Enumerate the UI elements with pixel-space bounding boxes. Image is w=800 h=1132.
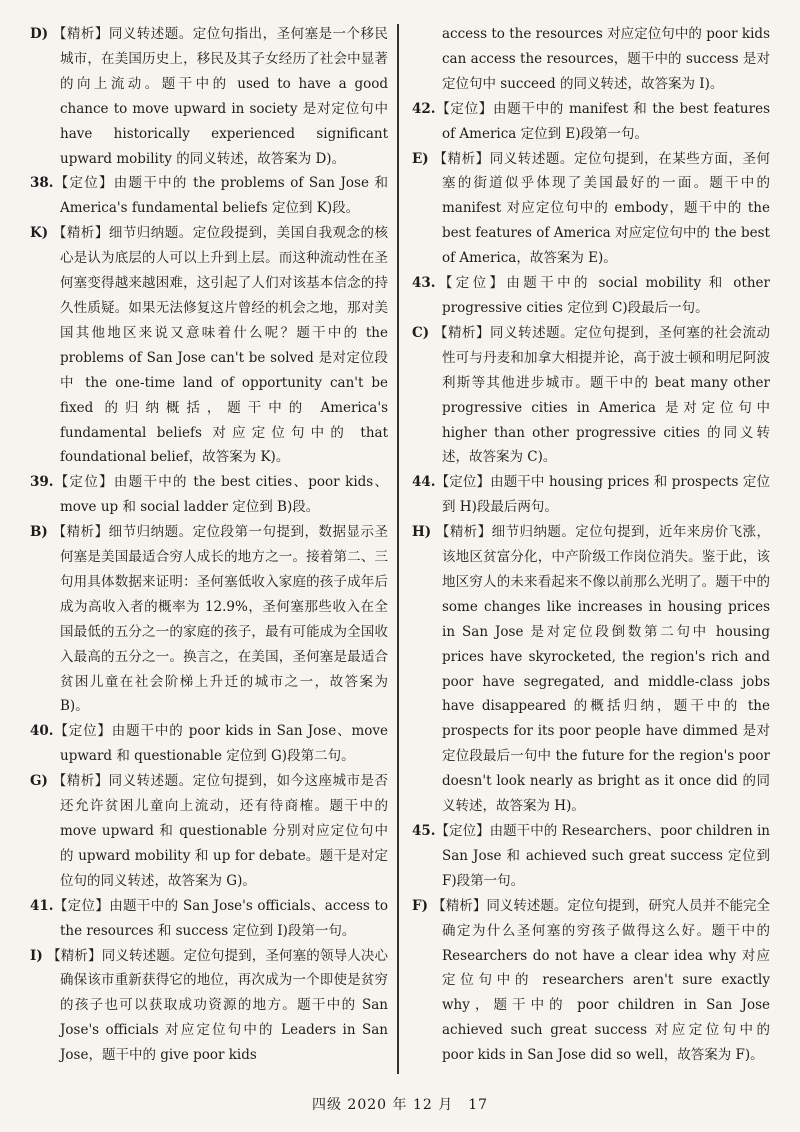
entry-text: 【定位】由题干中的 the problems of San Jose 和 America's fundamental beliefs 定位到 K)段。 (53, 175, 388, 217)
entry-label: 41. (30, 897, 54, 914)
answer-entry-c (412, 321, 770, 470)
entry-label: E) (412, 150, 429, 167)
entry-text: 【定位】由题干中的 San Jose's officials、access to the resources 和 success 定位到 I)段第一句。 (53, 897, 388, 939)
answer-entry-40 (30, 719, 388, 769)
answer-entry-45 (412, 819, 770, 894)
answer-entry-38 (30, 171, 388, 221)
answer-entry-44 (412, 470, 770, 520)
entry-label: 42. (412, 100, 436, 117)
entry-label: B) (30, 524, 48, 541)
answer-entry-41 (30, 894, 388, 944)
answer-entry-39 (30, 470, 388, 520)
left-column (30, 22, 388, 1068)
answer-entry-42 (412, 97, 770, 147)
entry-text: 【精析】同义转述题。定位句提到，在某些方面，圣何塞的街道似乎体现了美国最好的一面。题干中的 manifest 对应定位句中的 embody，题干中的 the best features of America 对应定位句中的 the best of America，故答案为 E)。 (433, 150, 771, 267)
entry-label: G) (30, 773, 48, 790)
entry-text: 【定位】由题干中的 social mobility 和 other progressive cities 定位到 C)段最后一句。 (435, 275, 770, 316)
right-column (412, 22, 770, 1068)
answer-entry-d (30, 22, 388, 171)
entry-text: 【精析】同义转述题。定位句提到，圣何塞的社会流动性可与丹麦和加拿大相提并论，高于波士顿和明尼阿波利斯等其他进步城市。题干中的 beat many other progressive cities in America 是对定位句中 higher than other progressive cities 的同义转述，故答案为 C)。 (433, 324, 771, 466)
entry-text: 【精析】细节归纳题。定位段提到，美国自我观念的核心是认为底层的人可以上升到上层。而这种流动性在圣何塞变得越来越困难，这引起了人们对该基本信念的持久性质疑。如果无法修复这片曾经的机会之地，那对美国其他地区来说又意味着什么呢？题干中的 the problems of San Jose can't be solved 是对定位段中 the one-time land of opportunity can't be fixed 的归纳概括，题干中的 America's fundamental beliefs 对应定位句中的 that foundational belief，故答案为 K)。 (52, 225, 389, 466)
answer-entry-43 (412, 271, 770, 321)
entry-label: F) (412, 897, 428, 914)
answer-entry-f (412, 894, 770, 1068)
entry-text: 【精析】细节归纳题。定位段第一句提到，数据显示圣何塞是美国最适合穷人成长的地方之一。接着第二、三句用具体数据来证明：圣何塞低收入家庭的孩子成年后成为高收入者的概率为 12.9%，圣何塞那些收入在全国最低的五分之一的家庭的孩子，最有可能成为全国收入最高的五分之一。换言之，在美国，圣何塞是最适合贫困儿童在社会阶梯上升迁的城市之一，故答案为 B)。 (52, 524, 389, 715)
entry-text: 【精析】细节归纳题。定位句提到，近年来房价飞涨，该地区贫富分化，中产阶级工作岗位消失。鉴于此，该地区穷人的未来看起来不像以前那么光明了。题干中的 some changes like increases in housing prices in San Jose 是对定位段倒数第二句中 housing prices have skyrocketed, the region's rich and poor have segregated, and middle-class jobs have disappeared 的概括归纳，题干中的 the prospects for its poor people have dimmed 是对定位段最后一句中 the future for the region's poor doesn't look nearly as bright as it once did 的同义转述，故答案为 H)。 (435, 524, 770, 815)
entry-label: 38. (30, 175, 54, 192)
entry-text: access to the resources 对应定位句中的 poor kids can access the resources，题干中的 success 是对定位句中 succeed 的同义转述，故答案为 I)。 (442, 26, 770, 92)
entry-text: 【精析】同义转述题。定位句提到，圣何塞的领导人决心确保该市重新获得它的地位，再次成为一个即使是贫穷的孩子也可以获取成功资源的地方。题干中的 San Jose's officials 对应定位句中的 Leaders in San Jose，题干中的 give poor kids (47, 947, 388, 1064)
column-divider (397, 24, 399, 1074)
entry-label: C) (412, 324, 430, 341)
entry-label: K) (30, 225, 49, 242)
entry-text: 【定位】由题干中 housing prices 和 prospects 定位到 H)段最后两句。 (435, 474, 770, 516)
entry-text: 【定位】由题干中的 the best cities、poor kids、move up 和 social ladder 定位到 B)段。 (53, 474, 388, 516)
entry-label: 44. (412, 474, 436, 491)
answer-entry-h (412, 520, 770, 819)
entry-label: D) (30, 26, 49, 42)
answer-entry-i-continued (412, 22, 770, 97)
entry-text: 【精析】同义转述题。定位句指出，圣何塞是一个移民城市，在美国历史上，移民及其子女经历了社会中显著的向上流动。题干中的 used to have a good chance to move upward in society 是对定位句中 have historically experienced significant upward mobility 的同义转述，故答案为 D)。 (52, 26, 389, 167)
answer-entry-i (30, 944, 388, 1069)
answer-entry-g (30, 769, 388, 894)
entry-label: 39. (30, 474, 54, 491)
answer-entry-k (30, 221, 388, 470)
entry-label: 45. (412, 823, 436, 839)
entry-label: H) (412, 524, 432, 541)
entry-label: 40. (30, 723, 54, 740)
answer-entry-b (30, 520, 388, 719)
page-footer: 四级 2020 年 12 月 17 (311, 1097, 489, 1113)
entry-text: 【精析】同义转述题。定位句提到，研究人员并不能完全确定为什么圣何塞的穷孩子做得这么好。题干中的 Researchers do not have a clear idea why 对应定位句中的 researchers aren't sure exactly why，题干中的 poor children in San Jose achieved such great success 对应定位句中的 poor kids in San Jose did so well，故答案为 F)。 (432, 897, 771, 1064)
entry-text: 【定位】由题干中的 Researchers、poor children in San Jose 和 achieved such great success 定位到 F)段第一句。 (435, 823, 770, 889)
entry-text: 【定位】由题干中的 manifest 和 the best features of America 定位到 E)段第一句。 (435, 100, 770, 142)
answer-entry-e (412, 147, 770, 272)
entry-label: 43. (412, 275, 436, 292)
entry-text: 【定位】由题干中的 poor kids in San Jose、move upward 和 questionable 定位到 G)段第二句。 (53, 723, 388, 765)
entry-text: 【精析】同义转述题。定位句提到，如今这座城市是否还允许贫困儿童向上流动，还有待商榷。题干中的 move upward 和 questionable 分别对应定位句中的 upward mobility 和 up for debate。题干是对定位句的同义转述，故答案为 G)。 (52, 773, 389, 889)
entry-label: I) (30, 947, 43, 964)
